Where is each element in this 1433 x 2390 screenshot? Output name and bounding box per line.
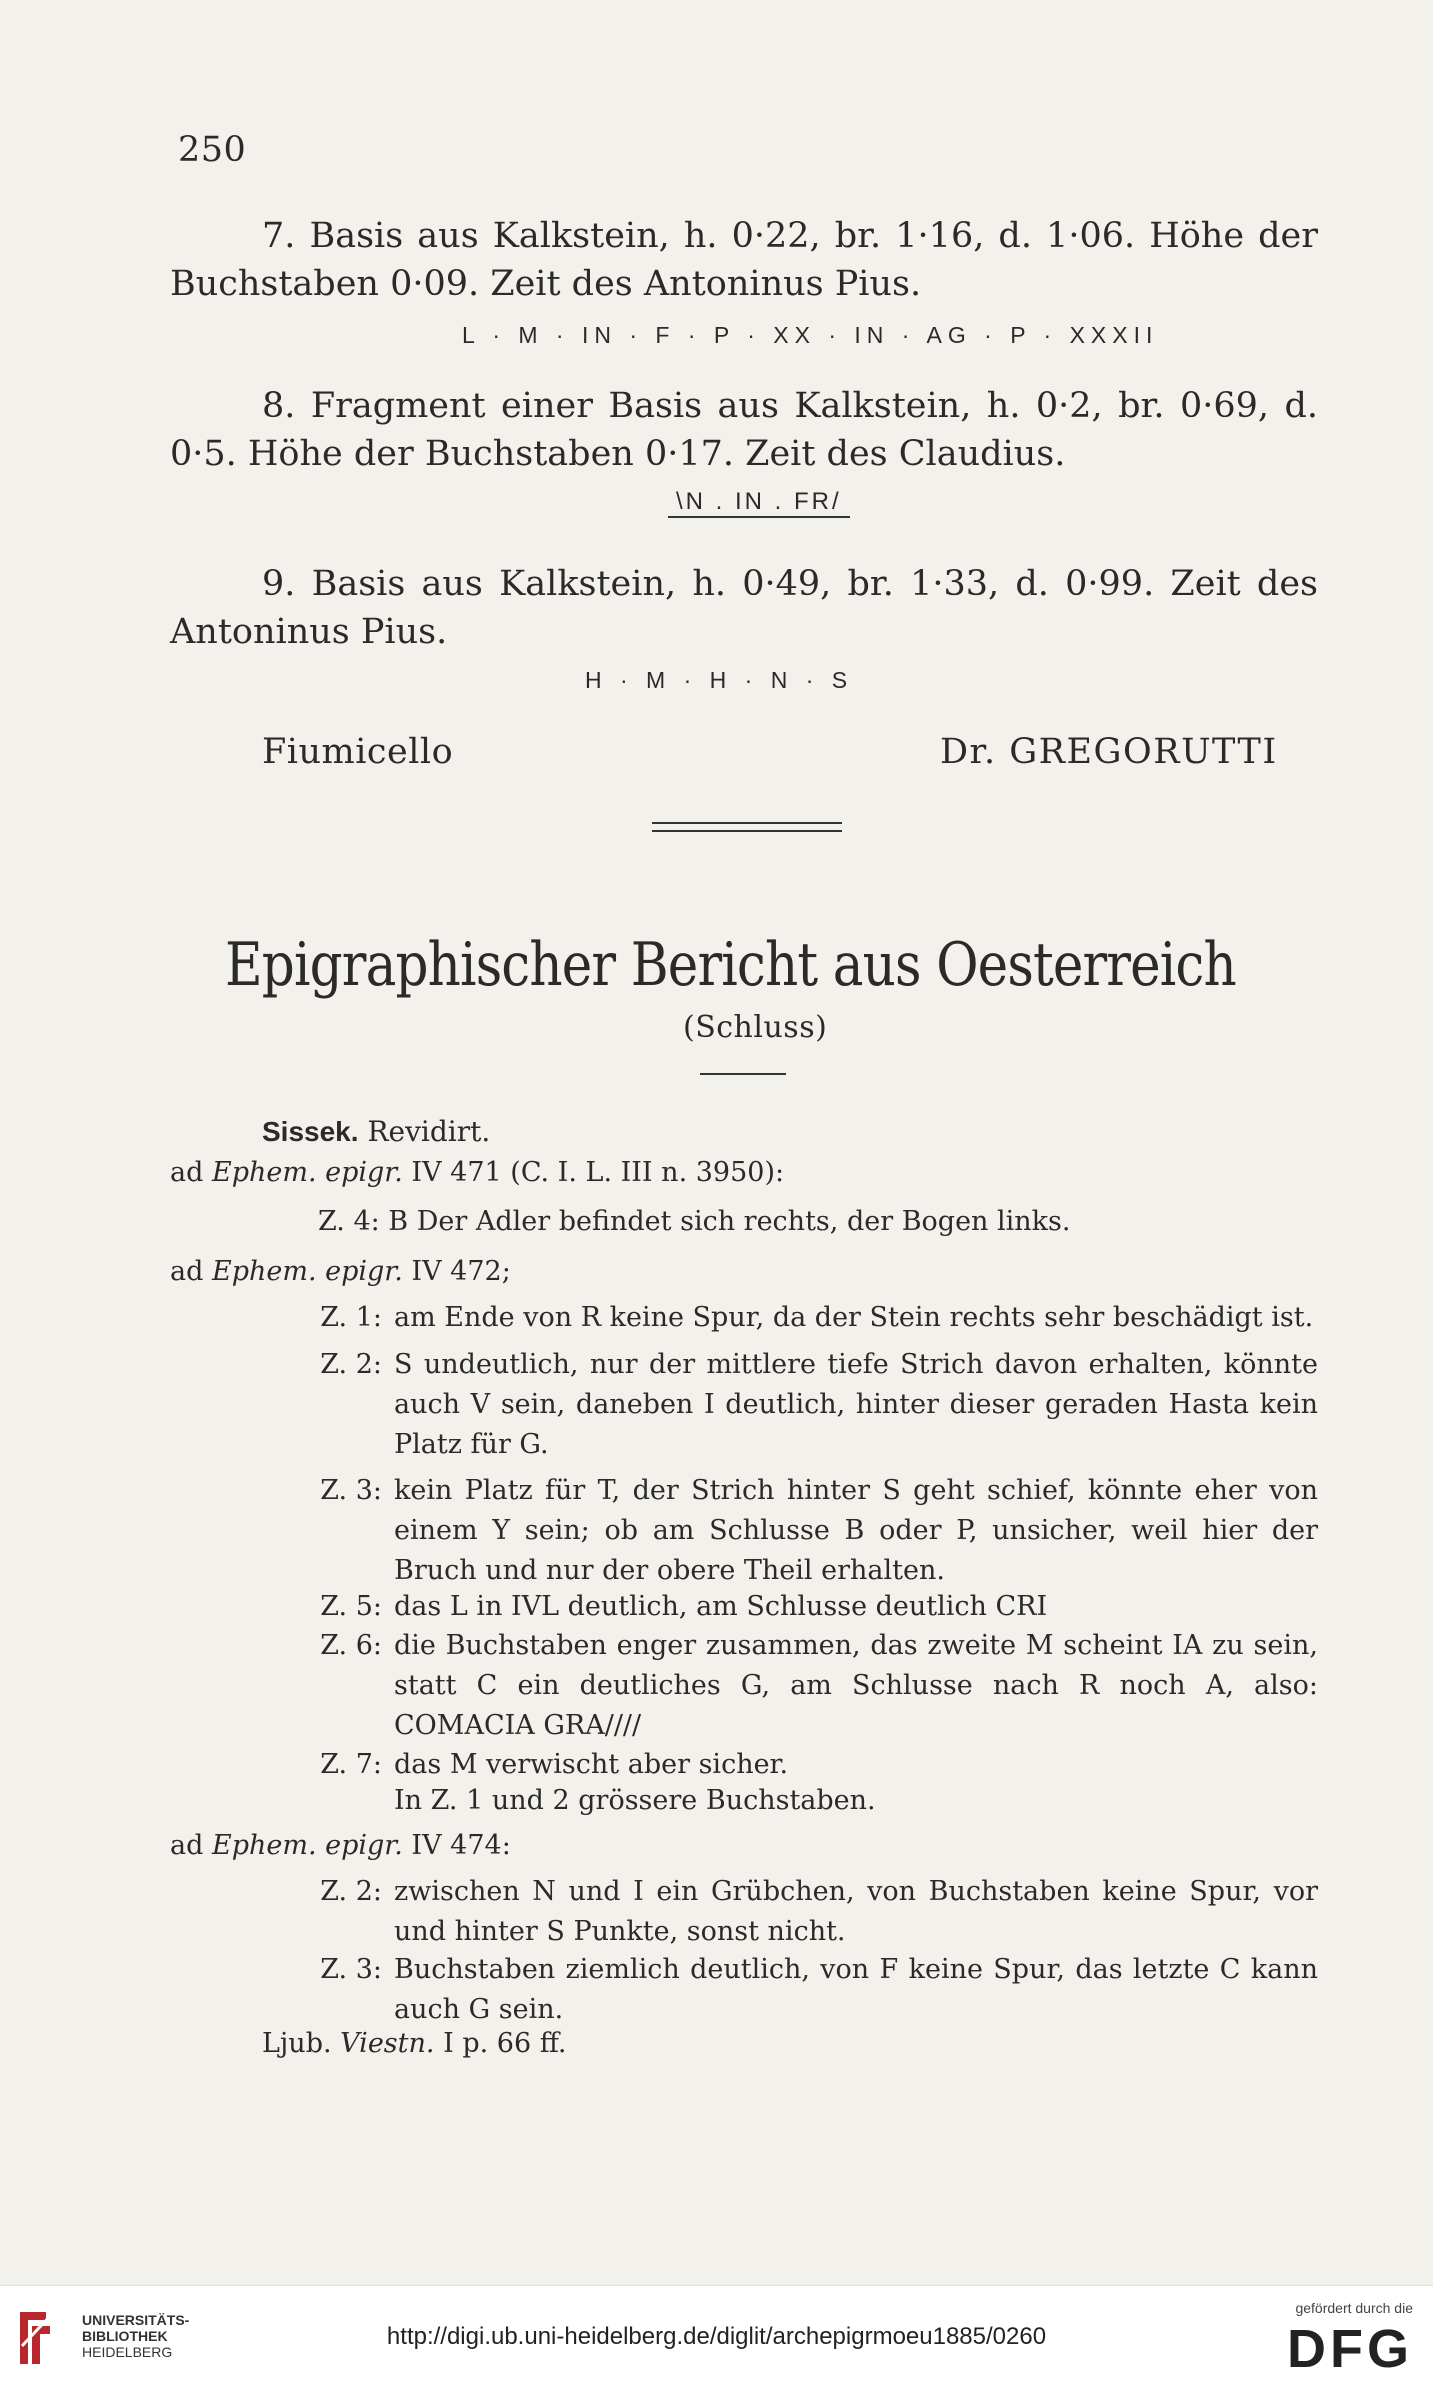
ref-471-rest: IV 471 (C. I. L. III n. 3950):	[411, 1157, 785, 1188]
entry-7-text: 7. Basis aus Kalkstein, h. 0·22, br. 1·16, d. 1·06. Höhe der Buchstaben 0·09. Zeit des Antoninus Pius.	[170, 216, 1318, 304]
library-line-3: HEIDELBERG	[82, 2344, 173, 2360]
ref-474-rest: IV 474:	[411, 1830, 511, 1861]
entry-8-text: 8. Fragment einer Basis aus Kalkstein, h. 0·2, br. 0·69, d. 0·5. Höhe der Buchstaben 0·17. Zeit des Claudius.	[170, 386, 1318, 474]
note-text: am Ende von R keine Spur, da der Stein rechts sehr beschädigt ist.	[394, 1302, 1314, 1333]
digitization-footer	[0, 2285, 1433, 2390]
entry-9-text: 9. Basis aus Kalkstein, h. 0·49, br. 1·33, d. 0·99. Zeit des Antoninus Pius.	[170, 564, 1318, 652]
ljub-rest: I p. 66 ff.	[443, 2028, 567, 2059]
sissek-heading-line	[262, 1115, 490, 1148]
note-label: Z. 3:	[320, 1954, 382, 1985]
ref-472-journal: Ephem. epigr.	[211, 1256, 403, 1287]
dfg-logo: DFG	[1287, 2319, 1413, 2379]
z4-note: Z. 4: B Der Adler befindet sich rechts, der Bogen links.	[318, 1206, 1071, 1237]
source-url-link[interactable]: http://digi.ub.uni-heidelberg.de/diglit/archepigrmoeu1885/0260	[386, 2323, 1047, 2350]
ref-472-rest: IV 472;	[411, 1256, 511, 1287]
ref-471-prefix: ad	[170, 1157, 204, 1188]
sissek-heading: Sissek.	[262, 1116, 359, 1147]
ref-474-prefix: ad	[170, 1830, 204, 1861]
funded-by-label: gefördert durch die	[1295, 2300, 1413, 2316]
note-label: Z. 6:	[320, 1630, 382, 1661]
ref-474-journal: Ephem. epigr.	[211, 1830, 403, 1861]
page-number: 250	[178, 130, 247, 170]
ref-472	[170, 1256, 511, 1287]
signature-author: Dr. GREGORUTTI	[940, 732, 1278, 772]
library-line-1: UNIVERSITÄTS-	[82, 2312, 190, 2328]
sissek-heading-note: Revidirt.	[367, 1115, 491, 1148]
ljub-prefix: Ljub.	[262, 2028, 332, 2059]
note-text: das M verwischt aber sicher.	[394, 1749, 789, 1780]
note-text: kein Platz für T, der Strich hinter S geht schief, könnte eher von einem Y sein; ob am Schlusse B oder P, unsicher, weil hier der Bruch und nur der obere Theil erhalten.	[394, 1475, 1318, 1586]
note-label: Z. 2:	[320, 1876, 382, 1907]
subtitle-rule	[700, 1073, 786, 1075]
ref-474	[170, 1830, 511, 1861]
note-text: die Buchstaben enger zusammen, das zweite M scheint IA zu sein, statt C ein deutliches G, am Schlusse nach R noch A, also: COMACIA GRA////	[394, 1630, 1318, 1741]
entry-7-inscription: L · M · IN · F · P · XX · IN · AG · P · XXXII	[462, 322, 1159, 348]
note-text: S undeutlich, nur der mittlere tiefe Strich davon erhalten, könnte auch V sein, daneben I deutlich, hinter dieser geraden Hasta kein Platz für G.	[394, 1349, 1318, 1460]
signature-place: Fiumicello	[262, 732, 454, 772]
entry-9-inscription: H · M · H · N · S	[585, 667, 854, 693]
article-subtitle: (Schluss)	[683, 1010, 828, 1045]
ljub-reference	[262, 2028, 567, 2059]
section-divider-top	[652, 822, 842, 824]
note-label: Z. 3:	[320, 1475, 382, 1506]
article-title: Epigraphischer Bericht aus Oesterreich	[225, 930, 1236, 1000]
ref-471	[170, 1157, 784, 1188]
note-label: Z. 7:	[320, 1749, 382, 1780]
note-label: Z. 2:	[320, 1349, 382, 1380]
note-large-letters: In Z. 1 und 2 grössere Buchstaben.	[394, 1785, 876, 1816]
entry-8-inscription: \N . IN . FR/	[668, 488, 850, 518]
note-text: das L in IVL deutlich, am Schlusse deutlich CRI	[394, 1591, 1048, 1622]
library-line-2: BIBLIOTHEK	[82, 2328, 168, 2344]
ref-472-prefix: ad	[170, 1256, 204, 1287]
note-text: zwischen N und I ein Grübchen, von Buchstaben keine Spur, vor und hinter S Punkte, sonst nicht.	[394, 1876, 1318, 1947]
note-text: Buchstaben ziemlich deutlich, von F keine Spur, das letzte C kann auch G sein.	[394, 1954, 1318, 2025]
note-label: Z. 5:	[320, 1591, 382, 1622]
ljub-journal: Viestn.	[340, 2028, 435, 2059]
note-label: Z. 1:	[320, 1302, 382, 1333]
section-divider-bottom	[652, 830, 842, 832]
ref-471-journal: Ephem. epigr.	[211, 1157, 403, 1188]
